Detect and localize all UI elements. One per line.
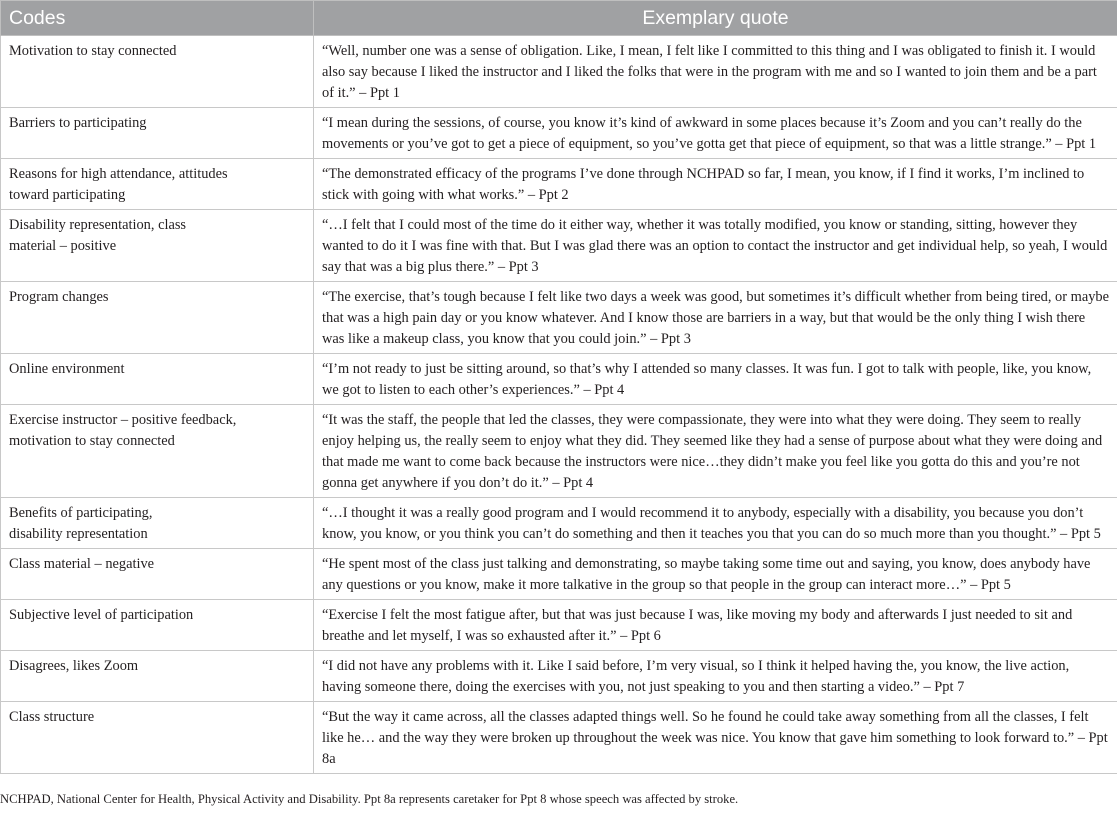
table-row	[1, 498, 1117, 549]
quote-cell: “I did not have any problems with it. Like I said before, I’m very visual, so I think it helped having the, you know, the live action, having someone there, doing the exercises with you, not just speaking to you and then starting a video.” – Ppt 7	[314, 651, 1117, 702]
table-row	[1, 159, 1117, 210]
quote-cell: “The demonstrated efficacy of the programs I’ve done through NCHPAD so far, I mean, you know, if I find it works, I’m inclined to stick with going with what works.” – Ppt 2	[314, 159, 1117, 210]
code-cell: Online environment	[1, 354, 314, 405]
quote-cell: “…I thought it was a really good program and I would recommend it to anybody, especially with a disability, you because you don’t know, you know, or you think you can’t do something and then it teaches you that you can do so much more than you thought.” – Ppt 5	[314, 498, 1117, 549]
quote-cell: “But the way it came across, all the classes adapted things well. So he found he could take away something from all the classes, I felt like he… and the way they were broken up throughout the week was nice. You know that gave him something to look forward to.” – Ppt 8a	[314, 702, 1117, 774]
code-cell: Disagrees, likes Zoom	[1, 651, 314, 702]
table-row	[1, 282, 1117, 354]
header-codes: Codes	[1, 1, 314, 36]
quote-cell: “The exercise, that’s tough because I felt like two days a week was good, but sometimes it’s difficult whether from being tired, or maybe that was a high pain day or you know whatever. And I know those are barriers in a way, but that would be the only thing I wish there was like a makeup class, you know that you could join.” – Ppt 3	[314, 282, 1117, 354]
table-row	[1, 108, 1117, 159]
code-cell: Exercise instructor – positive feedback, motivation to stay connected	[1, 405, 314, 498]
table-body	[1, 36, 1117, 774]
code-cell: Class material – negative	[1, 549, 314, 600]
table-row	[1, 549, 1117, 600]
code-cell: Program changes	[1, 282, 314, 354]
quote-cell: “He spent most of the class just talking and demonstrating, so maybe taking some time out and saying, you know, does anybody have any questions or you know, make it more talkative in the group so that people in the group can interact more…” – Ppt 5	[314, 549, 1117, 600]
code-cell: Motivation to stay connected	[1, 36, 314, 108]
table-row	[1, 702, 1117, 774]
code-cell: Benefits of participating, disability representation	[1, 498, 314, 549]
code-cell: Disability representation, class material – positive	[1, 210, 314, 282]
table-row	[1, 36, 1117, 108]
quote-cell: “Well, number one was a sense of obligation. Like, I mean, I felt like I committed to this thing and I was obligated to finish it. I would also say because I liked the instructor and I liked the folks that were in the program with me and so I wanted to join them and be a part of it.” – Ppt 1	[314, 36, 1117, 108]
header-row	[1, 1, 1117, 36]
code-cell: Class structure	[1, 702, 314, 774]
quote-cell: “I mean during the sessions, of course, you know it’s kind of awkward in some places because it’s Zoom and you can’t really do the movements or you’ve got to get a piece of equipment, so you’ve gotta get that piece of equipment, so that was a little strange.” – Ppt 1	[314, 108, 1117, 159]
quote-cell: “Exercise I felt the most fatigue after, but that was just because I was, like moving my body and afterwards I just needed to sit and breathe and let myself, I was so exhausted after it.” – Ppt 6	[314, 600, 1117, 651]
header-exemplary-quote: Exemplary quote	[314, 1, 1117, 36]
code-cell: Reasons for high attendance, attitudes toward participating	[1, 159, 314, 210]
table-footnote: NCHPAD, National Center for Health, Physical Activity and Disability. Ppt 8a represents caretaker for Ppt 8 whose speech was affected by stroke.	[0, 792, 739, 806]
table-header	[1, 1, 1117, 36]
table-row	[1, 354, 1117, 405]
table-row	[1, 600, 1117, 651]
quote-cell: “I’m not ready to just be sitting around, so that’s why I attended so many classes. It was fun. I got to talk with people, like, you know, we got to listen to each other’s experiences.” – Ppt 4	[314, 354, 1117, 405]
quote-cell: “It was the staff, the people that led the classes, they were compassionate, they were into what they were doing. They seem to really enjoy helping us, the really seem to enjoy what they did. They seemed like they had a sense of purpose about what they were doing and that made me want to come back because the instructors were nice…they didn’t make you feel like you gotta do this and you’re not gonna get anywhere if you don’t do it.” – Ppt 4	[314, 405, 1117, 498]
code-cell: Barriers to participating	[1, 108, 314, 159]
table-row	[1, 651, 1117, 702]
table-row	[1, 210, 1117, 282]
quote-cell: “…I felt that I could most of the time do it either way, whether it was totally modified, you know or standing, sitting, however they wanted to do it I was fine with that. But I was glad there was an option to contact the instructor and get individual help, so yeah, I would say that was a big plus there.” – Ppt 3	[314, 210, 1117, 282]
table-row	[1, 405, 1117, 498]
code-cell: Subjective level of participation	[1, 600, 314, 651]
